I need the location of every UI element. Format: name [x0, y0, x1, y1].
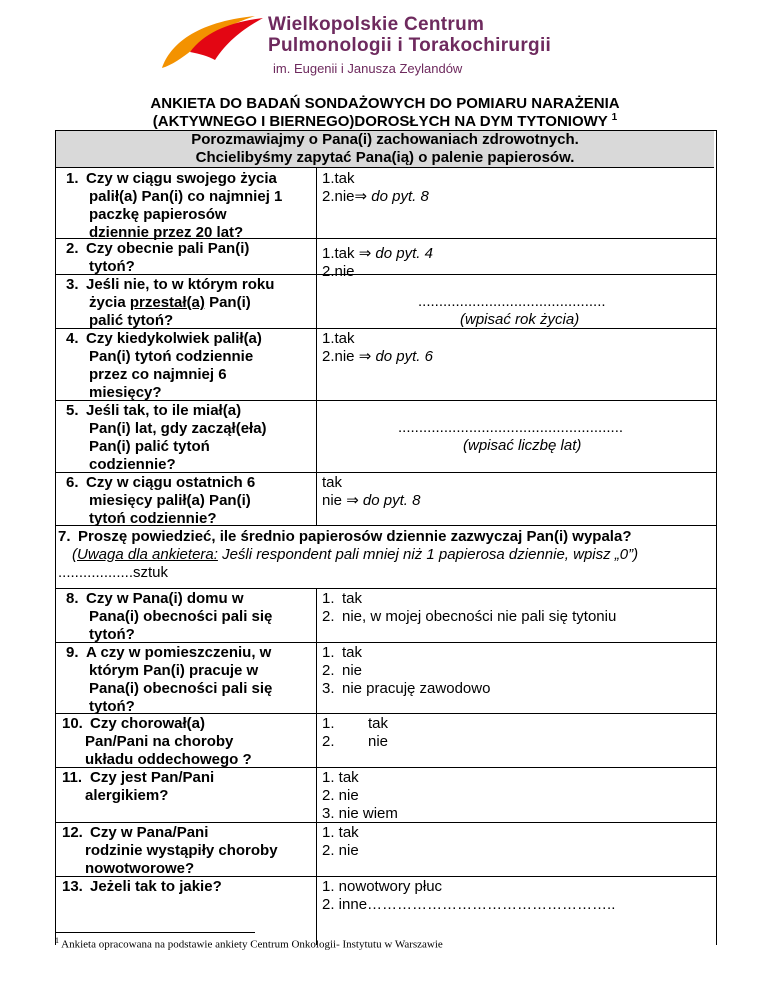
answer-option: 1.tak ⇒ do pyt. 4	[322, 245, 433, 262]
question-9: 9. A czy w pomieszczeniu, w którym Pan(i) pracuje w Pana(i) obecności pali się tytoń?	[66, 644, 273, 715]
arrow-icon: ⇒	[358, 348, 372, 365]
answer-9	[322, 644, 490, 698]
question-8: 8. Czy w Pana(i) domu w Pana(i) obecności pali się tytoń?	[66, 590, 273, 643]
answer-option: 2.nie ⇒ do pyt. 6	[322, 348, 433, 365]
answer-option: 2.nie⇒ do pyt. 8	[322, 188, 429, 205]
question-6: 6. Czy w ciągu ostatnich 6 miesięcy palił(a) Pan(i) tytoń codziennie?	[66, 474, 256, 527]
intro-line2: Chcielibyśmy zapytać Pana(ią) o palenie papierosów.	[195, 149, 575, 166]
document-title-line2: (AKTYWNEGO I BIERNEGO)DOROSŁYCH NA DYM TYTONIOWY $^1$	[152, 112, 618, 130]
question-7: 7. Proszę powiedzieć, ile średnio papierosów dziennie zazwyczaj Pan(i) wypala?	[58, 528, 632, 545]
answer-option: 1. nowotwory płuc	[322, 878, 443, 895]
footnote: $^1$ Ankieta opracowana na podstawie ankiety Centrum Onkologii- Instytutu w Warszawie	[55, 936, 443, 951]
answer-option[interactable]: 2. inne…………………………………………..	[322, 896, 616, 913]
answer-option: 2. nie	[322, 842, 359, 859]
question-5: 5. Jeśli tak, to ile miał(a) Pan(i) lat, gdy zaczął(eła) Pan(i) palić tytoń codziennie?	[66, 402, 267, 473]
answer-7-field[interactable]: ..................sztuk	[58, 564, 169, 581]
answer-option: 1. tak	[322, 715, 389, 732]
document-title-line1: ANKIETA DO BADAŃ SONDAŻOWYCH DO POMIARU NARAŻENIA	[150, 95, 620, 112]
question-11: 11. Czy jest Pan/Pani alergikiem?	[62, 769, 215, 804]
answer-option: 3. nie wiem	[322, 805, 398, 822]
answer-option: 1. tak	[322, 590, 363, 607]
answer-1	[322, 170, 429, 206]
answer-5-hint: (wpisać liczbę lat)	[463, 437, 582, 454]
answer-10	[322, 715, 388, 751]
question-7-note: (Uwaga dla ankietera: Jeśli respondent pali mniej niż 1 papierosa dziennie, wpisz „0”)	[72, 546, 639, 563]
question-4: 4. Czy kiedykolwiek palił(a) Pan(i) tytoń codziennie przez co najmniej 6 miesięcy?	[66, 330, 262, 401]
answer-option: 1. tak	[322, 769, 359, 786]
answer-option: nie ⇒ do pyt. 8	[322, 492, 421, 509]
answer-option: 2. nie, w mojej obecności nie pali się tytoniu	[322, 608, 617, 625]
answer-option: tak	[322, 474, 343, 491]
answer-6	[322, 474, 420, 510]
intro-header	[56, 131, 714, 168]
answer-12	[322, 824, 359, 860]
logo-swoosh-icon	[160, 10, 265, 72]
question-12: 12. Czy w Pana/Pani rodzinie wystąpiły choroby nowotworowe?	[62, 824, 278, 877]
institution-logo	[160, 10, 630, 82]
arrow-icon: ⇒	[346, 492, 359, 509]
question-10: 10. Czy chorował(a) Pan/Pani na choroby układu oddechowego ?	[62, 715, 252, 768]
arrow-icon: ⇒	[358, 245, 372, 262]
answer-5-field[interactable]: ......................................................	[398, 419, 624, 436]
answer-option: 2.nie	[322, 263, 355, 280]
answer-3-hint: (wpisać rok życia)	[460, 311, 580, 328]
answer-2	[322, 245, 433, 281]
row-divider	[55, 588, 716, 589]
question-1: 1. Czy w ciągu swojego życia palił(a) Pan(i) co najmniej 1 paczkę papierosów dziennie przez 20 lat?	[66, 170, 283, 241]
answer-option: 2. nie	[322, 733, 389, 750]
answer-4	[322, 330, 433, 366]
footnote-separator	[55, 932, 255, 933]
answer-option: 2. nie	[322, 662, 363, 679]
question-3: 3. Jeśli nie, to w którym roku życia przestał(a) Pan(i) palić tytoń?	[66, 276, 275, 329]
answer-option: 1.tak	[322, 330, 355, 347]
answer-3-field[interactable]: .............................................	[418, 293, 606, 310]
logo-line3: im. Eugenii i Janusza Zeylandów	[273, 61, 463, 76]
intro-line1: Porozmawiajmy o Pana(i) zachowaniach zdrowotnych.	[191, 131, 579, 148]
question-2: 2. Czy obecnie pali Pan(i) tytoń?	[66, 240, 250, 275]
answer-option: 1.tak	[322, 170, 355, 187]
title-footnote-mark: 1	[611, 112, 618, 123]
answer-11	[322, 769, 398, 823]
answer-option: 2. nie	[322, 787, 359, 804]
logo-line1: Wielkopolskie Centrum	[268, 14, 485, 35]
arrow-icon: ⇒	[354, 188, 368, 205]
answer-13	[322, 878, 615, 914]
logo-line2: Pulmonologii i Torakochirurgii	[268, 35, 552, 56]
answer-option: 3. nie pracuję zawodowo	[322, 680, 491, 697]
answer-option: 1. tak	[322, 644, 363, 661]
answer-8	[322, 590, 616, 626]
answer-option: 1. tak	[322, 824, 359, 841]
question-13: 13. Jeżeli tak to jakie?	[62, 878, 222, 895]
